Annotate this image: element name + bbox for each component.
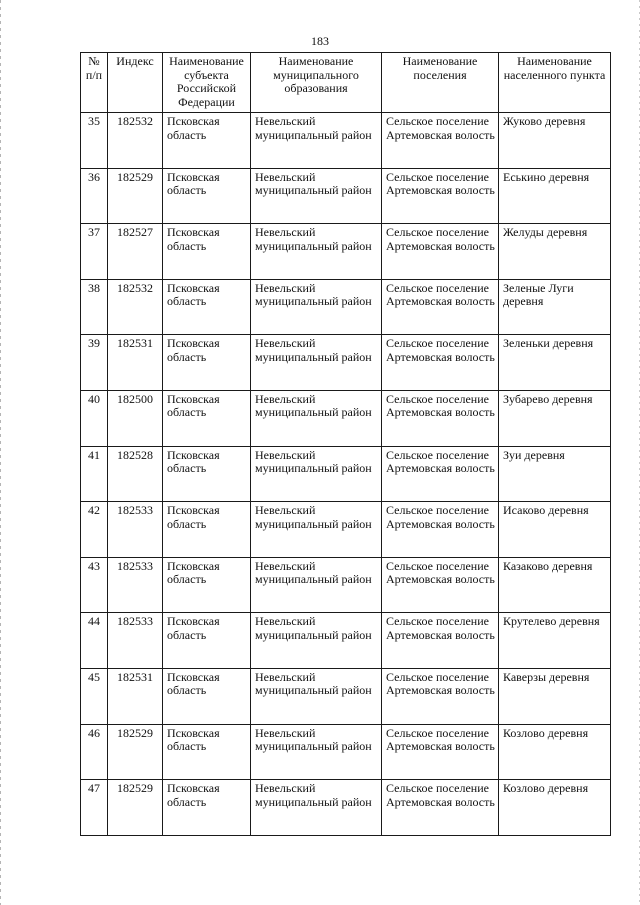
table-row bbox=[81, 168, 611, 224]
cell-municipality: Невельский муниципальный район bbox=[251, 668, 382, 724]
cell-subject: Псковская область bbox=[163, 390, 251, 446]
cell-number: 35 bbox=[81, 113, 108, 169]
cell-index: 182533 bbox=[108, 557, 163, 613]
cell-index: 182533 bbox=[108, 613, 163, 669]
cell-locality: Каверзы деревня bbox=[499, 668, 611, 724]
cell-municipality: Невельский муниципальный район bbox=[251, 502, 382, 558]
cell-number: 39 bbox=[81, 335, 108, 391]
table-row bbox=[81, 446, 611, 502]
page-number: 183 bbox=[311, 34, 329, 48]
cell-index: 182529 bbox=[108, 168, 163, 224]
cell-number: 41 bbox=[81, 446, 108, 502]
table-row bbox=[81, 724, 611, 780]
cell-municipality: Невельский муниципальный район bbox=[251, 224, 382, 280]
cell-settlement: Сельское поселение Артемовская волость bbox=[382, 780, 499, 836]
cell-number: 46 bbox=[81, 724, 108, 780]
header-municipality: Наименование муниципального образования bbox=[251, 53, 382, 113]
cell-locality: Исаково деревня bbox=[499, 502, 611, 558]
cell-settlement: Сельское поселение Артемовская волость bbox=[382, 724, 499, 780]
cell-settlement: Сельское поселение Артемовская волость bbox=[382, 557, 499, 613]
cell-municipality: Невельский муниципальный район bbox=[251, 446, 382, 502]
cell-municipality: Невельский муниципальный район bbox=[251, 279, 382, 335]
cell-index: 182531 bbox=[108, 668, 163, 724]
table-row bbox=[81, 224, 611, 280]
cell-index: 182528 bbox=[108, 446, 163, 502]
cell-settlement: Сельское поселение Артемовская волость bbox=[382, 613, 499, 669]
cell-subject: Псковская область bbox=[163, 168, 251, 224]
table-body bbox=[81, 113, 611, 836]
cell-index: 182500 bbox=[108, 390, 163, 446]
table-row bbox=[81, 113, 611, 169]
cell-index: 182529 bbox=[108, 780, 163, 836]
cell-locality: Зубарево деревня bbox=[499, 390, 611, 446]
cell-locality: Зеленьки деревня bbox=[499, 335, 611, 391]
cell-settlement: Сельское поселение Артемовская волость bbox=[382, 224, 499, 280]
cell-subject: Псковская область bbox=[163, 279, 251, 335]
cell-index: 182533 bbox=[108, 502, 163, 558]
cell-locality: Еськино деревня bbox=[499, 168, 611, 224]
cell-subject: Псковская область bbox=[163, 224, 251, 280]
cell-subject: Псковская область bbox=[163, 668, 251, 724]
cell-index: 182532 bbox=[108, 279, 163, 335]
cell-number: 37 bbox=[81, 224, 108, 280]
cell-locality: Зуи деревня bbox=[499, 446, 611, 502]
document-table-container bbox=[80, 52, 611, 836]
table-row bbox=[81, 335, 611, 391]
cell-index: 182532 bbox=[108, 113, 163, 169]
cell-index: 182529 bbox=[108, 724, 163, 780]
cell-settlement: Сельское поселение Артемовская волость bbox=[382, 502, 499, 558]
cell-number: 42 bbox=[81, 502, 108, 558]
cell-settlement: Сельское поселение Артемовская волость bbox=[382, 335, 499, 391]
table-header-row bbox=[81, 53, 611, 113]
header-index: Индекс bbox=[108, 53, 163, 113]
cell-municipality: Невельский муниципальный район bbox=[251, 390, 382, 446]
cell-municipality: Невельский муниципальный район bbox=[251, 168, 382, 224]
cell-municipality: Невельский муниципальный район bbox=[251, 557, 382, 613]
cell-index: 182531 bbox=[108, 335, 163, 391]
cell-locality: Зеленые Луги деревня bbox=[499, 279, 611, 335]
cell-subject: Псковская область bbox=[163, 613, 251, 669]
table-row bbox=[81, 502, 611, 558]
cell-settlement: Сельское поселение Артемовская волость bbox=[382, 668, 499, 724]
cell-locality: Желуды деревня bbox=[499, 224, 611, 280]
header-settlement: Наименование поселения bbox=[382, 53, 499, 113]
cell-municipality: Невельский муниципальный район bbox=[251, 724, 382, 780]
cell-locality: Казаково деревня bbox=[499, 557, 611, 613]
scan-left-edge bbox=[0, 0, 1, 905]
cell-locality: Жуково деревня bbox=[499, 113, 611, 169]
cell-number: 47 bbox=[81, 780, 108, 836]
table-row bbox=[81, 613, 611, 669]
cell-subject: Псковская область bbox=[163, 557, 251, 613]
header-locality: Наименование населенного пункта bbox=[499, 53, 611, 113]
cell-municipality: Невельский муниципальный район bbox=[251, 780, 382, 836]
cell-subject: Псковская область bbox=[163, 724, 251, 780]
cell-settlement: Сельское поселение Артемовская волость bbox=[382, 168, 499, 224]
table-row bbox=[81, 557, 611, 613]
cell-subject: Псковская область bbox=[163, 446, 251, 502]
cell-settlement: Сельское поселение Артемовская волость bbox=[382, 113, 499, 169]
cell-settlement: Сельское поселение Артемовская волость bbox=[382, 446, 499, 502]
table-row bbox=[81, 780, 611, 836]
cell-municipality: Невельский муниципальный район bbox=[251, 113, 382, 169]
header-number: № п/п bbox=[81, 53, 108, 113]
table-row bbox=[81, 668, 611, 724]
cell-subject: Псковская область bbox=[163, 113, 251, 169]
table-row bbox=[81, 279, 611, 335]
cell-number: 36 bbox=[81, 168, 108, 224]
cell-number: 43 bbox=[81, 557, 108, 613]
header-subject: Наименование субъекта Российской Федерации bbox=[163, 53, 251, 113]
cell-subject: Псковская область bbox=[163, 780, 251, 836]
cell-number: 40 bbox=[81, 390, 108, 446]
cell-subject: Псковская область bbox=[163, 502, 251, 558]
cell-subject: Псковская область bbox=[163, 335, 251, 391]
cell-settlement: Сельское поселение Артемовская волость bbox=[382, 279, 499, 335]
cell-locality: Козлово деревня bbox=[499, 780, 611, 836]
cell-number: 45 bbox=[81, 668, 108, 724]
cell-number: 38 bbox=[81, 279, 108, 335]
localities-table bbox=[80, 52, 611, 836]
cell-settlement: Сельское поселение Артемовская волость bbox=[382, 390, 499, 446]
cell-number: 44 bbox=[81, 613, 108, 669]
cell-index: 182527 bbox=[108, 224, 163, 280]
cell-municipality: Невельский муниципальный район bbox=[251, 613, 382, 669]
cell-locality: Козлово деревня bbox=[499, 724, 611, 780]
cell-municipality: Невельский муниципальный район bbox=[251, 335, 382, 391]
table-row bbox=[81, 390, 611, 446]
cell-locality: Крутелево деревня bbox=[499, 613, 611, 669]
